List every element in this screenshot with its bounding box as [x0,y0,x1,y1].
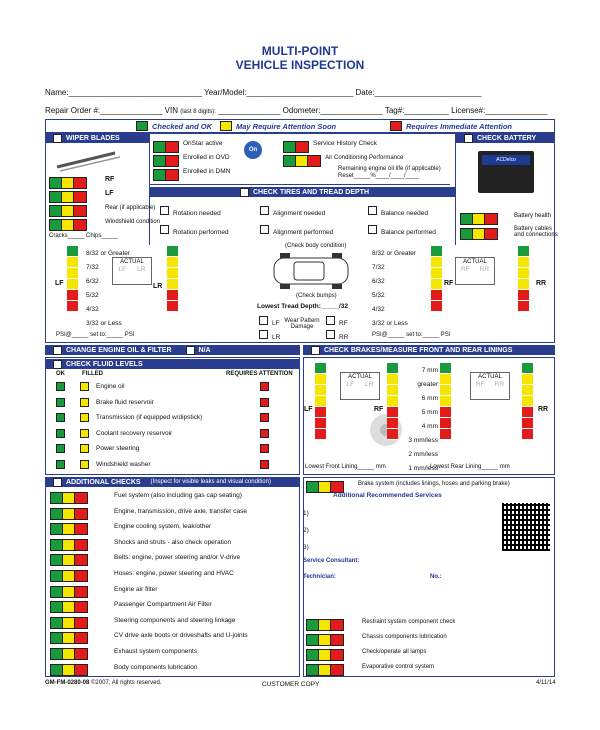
service-consultant-label[interactable]: Service Consultant: [303,558,360,564]
lowest-tread-depth[interactable]: Lowest Tread Depth:_____/32 [257,303,349,310]
additional-row[interactable] [50,662,295,678]
fluid-label: Power steering [96,445,140,452]
tire-lr-label: LR [153,283,163,290]
fluids-header-text: CHECK FLUID LEVELS [66,360,143,368]
oil-na-label: N/A [198,346,211,354]
brake-rf-gauge[interactable] [387,363,398,440]
fluid-attention-checkbox[interactable] [260,413,269,422]
actual-label-right: ACTUAL [463,259,487,265]
oil-change-text: CHANGE ENGINE OIL & FILTER [66,346,172,354]
battery-brand: ACDelco [482,155,530,165]
fluid-filled-checkbox[interactable] [80,444,89,453]
brake-lf-gauge[interactable] [315,363,326,440]
wear-lr-label: LR [272,334,281,341]
tire-actual-left[interactable] [112,257,152,285]
fluid-list [50,381,295,474]
oil-change-checkbox[interactable] [53,346,62,355]
wiper-rear-label: Rear (if applicable) [105,205,156,211]
legend-ok: Checked and OK [151,121,212,131]
qr-code [502,503,550,551]
additional-label: Engine, transmission, drive axle, transfer case [114,507,247,515]
rotation-performed-label: Rotation performed [173,229,229,236]
tires-checkbox[interactable] [240,188,249,197]
recommended-check-row[interactable] [306,662,551,677]
title-line2: VEHICLE INSPECTION [235,58,365,72]
battery-cables-label: Battery cables and connections [514,226,558,238]
balance-performed-row[interactable] [364,225,436,236]
fluids-col-ok: OK [56,371,65,377]
fluid-attention-checkbox[interactable] [260,398,269,407]
wiper-header [45,133,149,143]
legend-red-swatch [390,121,402,131]
fluids-col-requires: REQUIRES ATTENTION [226,371,293,377]
additional-label: Engine air filter [114,585,158,593]
balance-performed-label: Balance performed [381,229,436,236]
oil-life-block[interactable] [338,166,441,180]
fluid-row[interactable] [50,428,295,444]
additional-label: CV drive axle boots or driveshafts and U-joints [114,632,248,640]
additional-note: (Inspect for visible leaks and visual condition) [150,479,271,485]
brake-rr-label: RR [538,406,549,413]
fluid-row[interactable] [50,397,295,413]
fluid-row[interactable] [50,381,295,397]
brake-actual-lf[interactable]: LF [346,381,355,388]
customer-copy: CUSTOMER COPY [262,681,320,688]
wiper-checkbox[interactable] [53,134,62,143]
tires-header-text: CHECK TIRES AND TREAD DEPTH [252,188,370,196]
battery-header [456,133,555,143]
battery-panel [455,133,558,245]
fluid-label: Engine oil [96,383,125,390]
technician-label[interactable]: Technician: [303,574,336,580]
fluids-checkbox[interactable] [53,360,62,369]
brake-depth-label: 5 mm [421,409,438,416]
brakes-checkbox[interactable] [311,346,320,355]
tires-header [150,187,455,197]
brake-depth-label: 6 mm [421,395,438,402]
brake-depth-label: 7 mm greater [417,367,438,388]
legend-yellow-swatch [220,121,232,131]
wear-rf-label: RF [339,320,348,327]
name-year-date-line[interactable]: Name:______________________________ Year/Model:________________________ Date:________________________ [45,88,482,97]
tire-lf-label: LF [55,280,64,287]
lowest-front-lining[interactable]: Lowest Front Lining_____ mm [305,464,386,470]
dmn-label: Enrolled in DMN [183,168,231,175]
tech-number-label[interactable]: No.: [430,574,442,580]
ac-label: Air Conditioning Performance [325,155,404,161]
actual-label-left: ACTUAL [120,259,144,265]
fluid-ok-checkbox[interactable] [56,398,65,407]
additional-label: Passenger Compartment Air Filter [114,601,212,609]
tire-rr-label: RR [536,280,547,287]
additional-row[interactable] [50,599,295,615]
check-bumps-note: (Check bumps) [296,293,337,299]
additional-row[interactable] [50,646,295,662]
balance-needed-label: Balance needed [381,210,428,217]
legend-soon: May Require Attention Soon [236,121,337,131]
tire-depth-label: 5/32 [372,292,385,299]
additional-row[interactable] [50,615,295,631]
additional-label: Exhaust system components [114,647,198,655]
wiper-panel [45,133,161,245]
tire-rr-gauge[interactable] [518,246,529,312]
fluid-label: Coolant recovery reservoir [96,429,173,437]
rotation-needed-row[interactable] [156,206,221,217]
actual-lr[interactable]: LR [137,266,146,273]
additional-list [50,490,295,677]
tire-depth-label: 6/32 [372,278,385,285]
legend-green-swatch [136,121,148,131]
fluid-ok-checkbox[interactable] [56,460,65,469]
fluid-filled-checkbox[interactable] [80,398,89,407]
rec-line-3[interactable]: 3) [303,544,309,551]
tire-lr-gauge[interactable] [167,246,178,312]
brake-depth-label: 2 mm/less [408,451,438,458]
recommended-check-label: Chassis components lubrication [362,634,447,640]
fluid-ok-checkbox[interactable] [56,413,65,422]
alignment-needed-row[interactable] [256,206,325,217]
recommended-check-label: Restraint system component check [362,619,456,625]
lowest-rear-lining[interactable]: Lowest Rear Lining_____ mm [430,464,510,470]
repair-order-line[interactable] [45,106,548,115]
rec-line-1[interactable]: 1) [303,510,309,517]
brake-actual-left[interactable] [340,372,380,400]
fluid-label: Transmission (if equipped w/dipstick) [96,414,203,421]
psi-left[interactable]: PSI@_____ set to:_____ PSI [56,332,135,338]
brake-depth-label: 4 mm [421,423,438,430]
recommended-check-row[interactable] [306,632,551,647]
wiper-blade-icon [55,147,125,173]
onstar-active-label: OnStar active [183,140,223,147]
alignment-needed-label: Alignment needed [273,210,326,217]
fluid-label: Brake fluid reservoir [96,398,154,406]
battery-header-text: CHECK BATTERY [477,134,537,142]
body-condition-note: (Check body condition) [285,243,347,249]
additional-label: Hoses: engine, power steering and HVAC [114,569,234,577]
additional-row[interactable] [50,506,295,522]
brake-caliper-icon [366,405,406,455]
wiper-header-text: WIPER BLADES [66,134,120,142]
additional-row[interactable] [50,568,295,584]
fluid-ok-checkbox[interactable] [56,444,65,453]
fluid-ok-checkbox[interactable] [56,429,65,438]
actual-rr[interactable]: RR [479,266,490,273]
additional-label: Engine cooling system, leak/other [114,523,212,531]
additional-row[interactable] [50,552,295,568]
additional-header-text: ADDITIONAL CHECKS [66,478,141,486]
brake-depth-label: 1 mm/less [408,465,438,472]
brakes-header-text: CHECK BRAKES/MEASURE FRONT AND REAR LININGS [324,346,513,354]
brake-rf-label: RF [374,406,384,413]
actual-rf[interactable]: RF [460,266,470,273]
tire-depth-label: 7/32 [372,264,385,271]
status-legend [45,119,555,133]
recommended-check-label: Evaporative control system [362,664,435,670]
vin-odometer-line: ______________ Odometer:______________ Tag#:__________ License#:______________ [218,106,548,115]
fluids-col-filled: FILLED [82,371,103,377]
brake-actual-right[interactable] [470,372,510,400]
rotation-needed-label: Rotation needed [173,210,221,217]
oil-na-checkbox[interactable] [186,346,195,355]
battery-cables-row[interactable] [460,226,558,244]
brake-actual-label-right: ACTUAL [478,374,502,380]
wear-lf-label: LF [272,320,280,327]
fluid-attention-checkbox[interactable] [260,460,269,469]
brake-actual-rf[interactable]: RF [475,381,485,388]
onstar-logo: On [244,141,262,159]
brake-lr-gauge[interactable] [440,363,451,440]
wiper-lf-label: LF [105,190,114,197]
recommended-check-label: Check/operate all lamps [362,649,427,655]
brake-system-label: Brake system (includes linings, hoses and parking brake) [358,481,510,487]
wiper-rf-label: RF [105,176,115,183]
fluid-row[interactable] [50,459,295,475]
oil-change-header [45,345,300,355]
recommended-check-row[interactable] [306,617,551,632]
tire-lf-gauge[interactable] [67,246,78,312]
fluid-label: Windshield washer [96,460,151,468]
tire-depth-label: 5/32 [86,292,99,299]
brake-lf-label: LF [304,406,313,413]
brake-actual-lr[interactable]: LR [365,381,374,388]
oil-life-label: Remaining engine oil life (if applicable) [338,166,441,172]
fluid-attention-checkbox[interactable] [260,429,269,438]
additional-label: Belts: engine, power steering and/or V-drive [114,554,241,562]
fluid-filled-checkbox[interactable] [80,460,89,469]
tire-depth-label: 8/32 or Greater [372,250,417,257]
tire-depth-label: 6/32 [86,278,99,285]
fluid-filled-checkbox[interactable] [80,382,89,391]
tire-rf-gauge[interactable] [431,246,442,312]
rotation-performed-row[interactable] [156,225,229,236]
brake-depth-label: 3 mm/less [408,437,438,444]
additional-row[interactable] [50,521,295,537]
footer-code [45,680,161,686]
fluid-attention-checkbox[interactable] [260,444,269,453]
tire-depth-label: 3/32 or Less [372,320,408,327]
additional-checkbox[interactable] [53,478,62,487]
fluid-filled-checkbox[interactable] [80,429,89,438]
fluid-row[interactable] [50,412,295,428]
additional-label: Body components lubrication [114,663,198,671]
wear-pattern-label: Wear Pattern Damage [284,318,320,330]
tire-rf-label: RF [444,280,454,287]
fluid-attention-checkbox[interactable] [260,382,269,391]
repair-order-label: Repair Order #:______________ VIN [45,106,178,115]
tire-depth-label: 7/32 [86,264,99,271]
onstar-panel [150,133,450,185]
oil-reset-line: Reset_____%____/____/____ [338,173,420,179]
tire-actual-right[interactable] [455,257,495,285]
brake-actual-rr[interactable]: RR [494,381,505,388]
battery-health-label: Battery health [514,213,552,219]
tire-depth-label: 3/32 or Less [86,320,122,327]
additional-label: Fuel system (also including gas cap seating) [114,492,242,499]
vin-note: (last 8 digits): [180,109,216,115]
additional-row[interactable] [50,630,295,646]
service-history-label: Service History Check [313,140,377,147]
copyright: ©2007, All rights reserved. [91,680,162,686]
wear-pattern-block[interactable] [255,316,280,344]
alignment-performed-label: Alignment performed [273,229,334,236]
recommended-check-row[interactable] [306,647,551,662]
tire-depth-scale-right [372,247,416,331]
actual-lf[interactable]: LF [118,266,127,273]
fluids-header [45,359,300,369]
brake-actual-label-left: ACTUAL [348,374,372,380]
additional-row[interactable] [50,537,295,553]
fluid-filled-checkbox[interactable] [80,413,89,422]
additional-row[interactable] [50,584,295,600]
ovd-label: Enrolled in OVD [183,154,230,161]
battery-icon [478,151,534,193]
tire-depth-label: 8/32 or Greater [86,250,131,257]
tire-depth-label: 4/32 [372,306,385,313]
additional-row[interactable] [50,490,295,506]
recommended-checks-list [306,617,551,677]
brakes-header [303,345,555,355]
alignment-performed-row[interactable] [256,225,333,236]
car-top-view-icon [266,250,356,292]
windshield-condition-label: Windshield condition [105,219,161,225]
balance-needed-row[interactable] [364,206,428,217]
fluid-ok-checkbox[interactable] [56,382,65,391]
battery-checkbox[interactable] [464,134,473,143]
dmn-row[interactable] [153,167,231,185]
title-line1: MULTI-POINT [261,44,339,58]
additional-header [45,477,300,487]
revision-date: 4/11/14 [536,680,556,686]
recommended-header: Additional Recommended Services [333,492,442,499]
additional-label: Shocks and struts - also check operation [114,538,232,546]
rec-line-2[interactable]: 2) [303,527,309,534]
form-code: GM-FM-0280-08 [45,680,90,686]
brake-rr-gauge[interactable] [522,363,533,440]
wear-right-block[interactable] [322,316,348,344]
cracks-chips-line[interactable]: Cracks_____ Chips_____ [49,233,119,239]
legend-now: Requires Immediate Attention [406,121,512,131]
additional-label: Steering components and steering linkage [114,616,236,624]
psi-right[interactable]: PSI@_____ set to:_____ PSI [372,332,451,338]
tire-depth-label: 4/32 [86,306,99,313]
fluid-row[interactable] [50,443,295,459]
wear-rr-label: RR [339,334,349,341]
brake-depth-scale [402,364,438,476]
